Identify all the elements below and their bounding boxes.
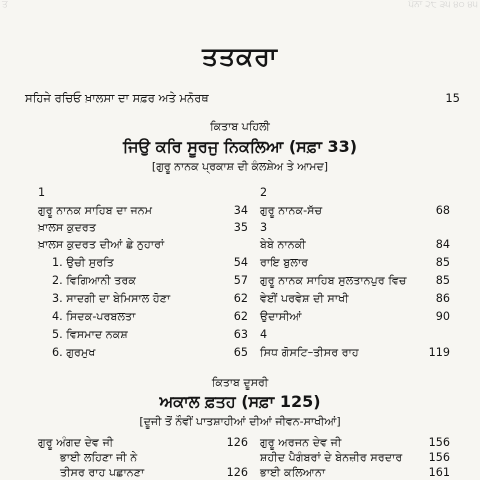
book2-right-column — [260, 436, 450, 480]
book2-subtitle: [ਦੂਜੀ ਤੋਂ ਨੌਵੀਂ ਪਾਤਸ਼ਾਹੀਆਂ ਦੀਆਂ ਜੀਵਨ-ਸਾਖੀਆਂ] — [139, 415, 341, 428]
toc-label: ਖ਼ਾਲਸ ਕੁਦਰਤ — [38, 221, 97, 234]
toc-row — [38, 221, 248, 235]
toc-row — [38, 186, 248, 199]
toc-label: ਗੁਰੂ ਅਰਜਨ ਦੇਵ ਜੀ — [260, 436, 342, 449]
toc-page: 68 — [435, 204, 450, 217]
toc-label: ਖ਼ਾਲਸ ਕੁਦਰਤ ਦੀਆਂ ਛੇ ਨੁਹਾਰਾਂ — [38, 238, 165, 251]
toc-page: 62 — [233, 292, 248, 305]
toc-page — [430, 186, 450, 199]
toc-page: 156 — [428, 451, 450, 464]
toc-label: ਗੁਰੂ ਨਾਨਕ ਸਾਹਿਬ ਸੁਲਤਾਨਪੁਰ ਵਿਚ — [260, 274, 407, 287]
toc-page: 90 — [435, 310, 450, 323]
intro-label: ਸਹਿਜੇ ਰਚਿਓ ਖ਼ਾਲਸਾ ਦਾ ਸਫ਼ਰ ਅਤੇ ਮਨੋਰਥ — [25, 91, 209, 105]
toc-row — [38, 451, 248, 465]
book2-left-column — [38, 436, 248, 480]
toc-label: ਰਾਇ ਬੁਲਾਰ — [260, 256, 309, 269]
toc-label: 2 — [260, 186, 268, 199]
toc-row — [260, 436, 450, 450]
toc-row — [260, 186, 450, 199]
toc-page: 126 — [226, 466, 248, 479]
toc-label: 1. ਉਚੀ ਸੁਰਤਿ — [52, 256, 114, 269]
toc-page: 119 — [428, 346, 450, 359]
toc-row — [38, 436, 248, 450]
toc-label: 3. ਸਾਦਗੀ ਦਾ ਬੇਮਿਸਾਲ ਹੋਣਾ — [52, 292, 171, 305]
toc-row — [38, 346, 248, 360]
intro-entry — [25, 91, 460, 106]
bleed-through-text-left: ਤ — [2, 0, 8, 10]
intro-page: 15 — [445, 91, 460, 105]
book1-subtitle: [ਗੁਰੂ ਨਾਨਕ ਪ੍ਰਕਾਸ਼ ਦੀ ਕੰਲਸ਼ੇਅ ਤੇ ਆਮਦ] — [151, 160, 329, 173]
toc-row — [38, 466, 248, 480]
toc-row — [38, 292, 248, 306]
toc-row — [38, 204, 248, 218]
book1-right-column — [260, 186, 450, 359]
toc-page — [228, 186, 248, 199]
book1-kicker: ਕਿਤਾਬ ਪਹਿਲੀ — [210, 120, 270, 133]
book2-title: ਅਕਾਲ ਫ਼ਤਹ (ਸਫ਼ਾ 125) — [159, 392, 321, 411]
toc-row — [260, 466, 450, 480]
toc-row — [260, 346, 450, 360]
toc-page: 65 — [233, 346, 248, 359]
toc-row — [260, 238, 450, 252]
toc-label: ਭਾਈ ਲਹਿਣਾ ਜੀ ਨੇ — [60, 451, 138, 464]
toc-row — [260, 274, 450, 288]
toc-label: 4 — [260, 328, 268, 341]
toc-label: 1 — [38, 186, 46, 199]
toc-row — [38, 274, 248, 288]
toc-row — [38, 238, 248, 252]
toc-page: 57 — [233, 274, 248, 287]
toc-page — [430, 221, 450, 234]
toc-label: ਬੇਬੇ ਨਾਨਕੀ — [260, 238, 306, 251]
book2-kicker: ਕਿਤਾਬ ਦੂਸਰੀ — [211, 376, 269, 389]
page-title: ਤਤਕਰਾ — [202, 42, 278, 71]
toc-page: 126 — [226, 436, 248, 449]
toc-label: 5. ਵਿਸਮਾਦ ਨਕਸ਼ — [52, 328, 128, 341]
toc-row — [38, 328, 248, 342]
toc-row — [260, 204, 450, 218]
toc-page — [228, 451, 248, 465]
toc-row — [260, 328, 450, 341]
toc-row — [260, 221, 450, 234]
toc-label: ਵੇਈਂ ਪਰਵੇਸ਼ ਦੀ ਸਾਖੀ — [260, 292, 349, 305]
toc-page: 85 — [435, 256, 450, 269]
toc-label: ਸ਼ਹੀਦ ਪੈਗੰਬਰਾਂ ਦੇ ਬੇਨਜ਼ੀਰ ਸਰਦਾਰ — [260, 451, 403, 464]
toc-row — [260, 256, 450, 270]
toc-label: ਗੁਰੂ ਅੰਗਦ ਦੇਵ ਜੀ — [38, 436, 114, 449]
toc-label: ਸਿਧ ਗੋਸਟਿ–ਤੀਸਰ ਰਾਹ — [260, 346, 359, 359]
toc-label: 3 — [260, 221, 268, 234]
book1-title: ਜਿਉ ਕਰਿ ਸੂਰਜੁ ਨਿਕਲਿਆ (ਸਫ਼ਾ 33) — [122, 137, 358, 156]
toc-page: 54 — [233, 256, 248, 269]
toc-row — [38, 310, 248, 324]
toc-label: ਗੁਰੂ ਨਾਨਕ-ਸੱਚ — [260, 204, 323, 217]
toc-label: ਭਾਈ ਕਲਿਆਨਾ — [260, 466, 326, 479]
toc-row — [38, 256, 248, 270]
toc-row — [260, 292, 450, 306]
toc-page: 156 — [428, 436, 450, 449]
toc-label: 4. ਸਿਦਕ-ਪਰਬਲਤਾ — [52, 310, 136, 323]
toc-row — [260, 310, 450, 324]
toc-page — [430, 328, 450, 341]
toc-page: 85 — [435, 274, 450, 287]
toc-page: 161 — [428, 466, 450, 479]
toc-page: 35 — [233, 221, 248, 234]
toc-label: ਉਦਾਸੀਆਂ — [260, 310, 302, 323]
toc-page: 34 — [233, 204, 248, 217]
toc-label: ਗੁਰੂ ਨਾਨਕ ਸਾਹਿਬ ਦਾ ਜਨਮ — [38, 204, 153, 217]
book1-left-column — [38, 186, 248, 359]
toc-label: 2. ਵਿਗਿਆਨੀ ਤਰਕ — [52, 274, 137, 287]
toc-page: 86 — [435, 292, 450, 305]
toc-page — [228, 238, 248, 252]
bleed-through-text: ਪੰਨਾ ੨੮ ੩੫ ੪੦ ੪੫ — [408, 0, 478, 10]
toc-label: ਤੀਸਰ ਰਾਹ ਪਛਾਨਣਾ — [60, 466, 145, 479]
toc-page: 62 — [233, 310, 248, 323]
toc-row — [260, 451, 450, 465]
toc-label: 6. ਗੁਰਮੁਖ — [52, 346, 96, 359]
toc-page: 84 — [435, 238, 450, 251]
toc-page: 63 — [233, 328, 248, 341]
